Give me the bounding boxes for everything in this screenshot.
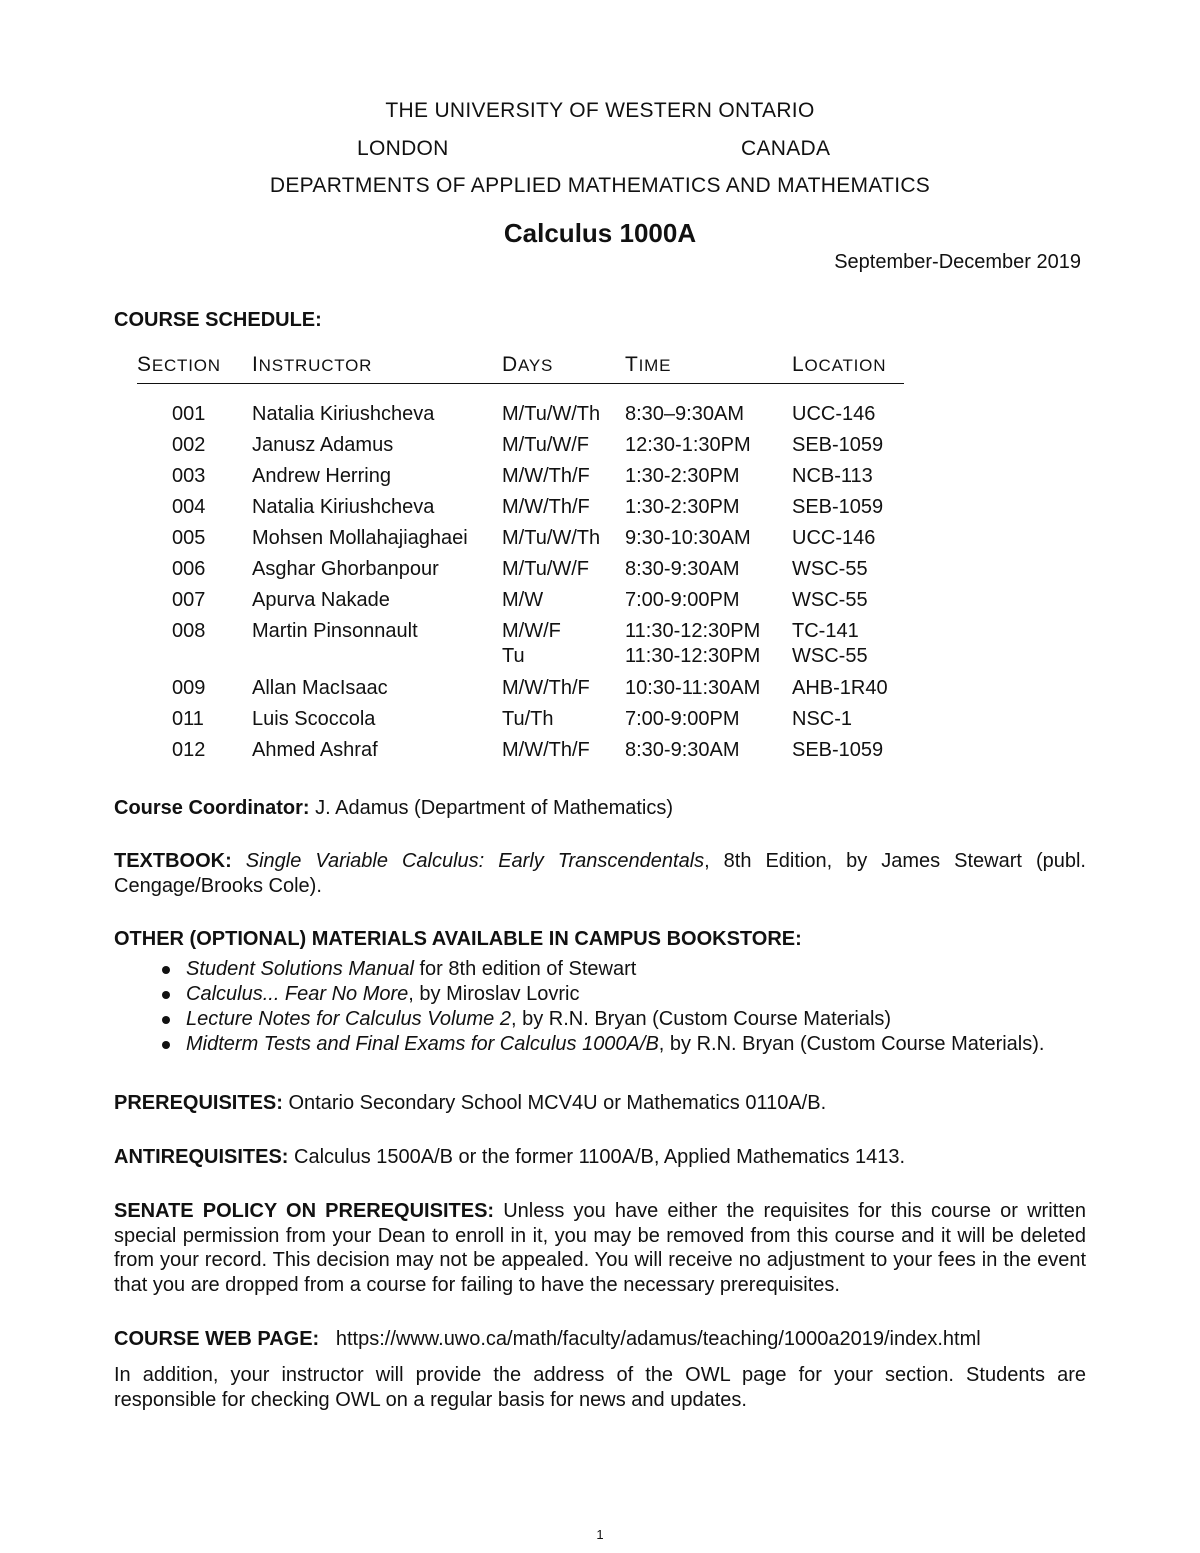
course-title: Calculus 1000A: [503, 218, 697, 248]
cell-location: TC-141 WSC-55: [792, 620, 868, 668]
table-row: [137, 497, 904, 528]
cell-days: M/Tu/W/F: [502, 434, 590, 457]
list-item: Student Solutions Manual for 8th edition of Stewart: [160, 957, 1044, 982]
cell-time: 7:00-9:00PM: [625, 589, 740, 612]
textbook-label: TEXTBOOK:: [114, 850, 232, 872]
bullet-icon: [162, 966, 170, 974]
cell-section: 011: [172, 708, 204, 731]
bullet-icon: [162, 1041, 170, 1049]
list-item: Lecture Notes for Calculus Volume 2, by R.N. Bryan (Custom Course Materials): [160, 1007, 1044, 1032]
cell-time: 1:30-2:30PM: [625, 496, 740, 519]
cell-time: 12:30-1:30PM: [625, 434, 751, 457]
web-page-label: COURSE WEB PAGE:: [114, 1328, 320, 1350]
col-header-location: LOCATION: [792, 352, 904, 384]
cell-instructor: Mohsen Mollahajiaghaei: [252, 527, 468, 550]
web-page-url[interactable]: https://www.uwo.ca/math/faculty/adamus/teaching/1000a2019/index.html: [335, 1328, 981, 1350]
table-row: [137, 528, 904, 559]
table-row: [137, 678, 904, 709]
prerequisites-label: PREREQUISITES:: [114, 1092, 283, 1114]
cell-location: SEB-1059: [792, 496, 884, 519]
col-header-section: SECTION: [137, 352, 252, 384]
bullet-icon: [162, 991, 170, 999]
table-row: [137, 740, 904, 771]
cell-location: WSC-55: [792, 558, 868, 581]
bullet-icon: [162, 1016, 170, 1024]
table-row: [137, 466, 904, 497]
cell-instructor: Natalia Kiriushcheva: [252, 403, 435, 426]
coordinator-paragraph: [114, 796, 1086, 821]
cell-section: 007: [172, 589, 206, 612]
cell-location: NCB-113: [792, 465, 873, 488]
textbook-rest: , 8th Edition, by James Stewart (publ. Cengage/Brooks Cole).: [114, 850, 1086, 897]
textbook-title: Single Variable Calculus: Early Transcendentals: [245, 850, 705, 872]
country-name: CANADA: [741, 137, 831, 160]
departments-name: DEPARTMENTS OF APPLIED MATHEMATICS AND MATHEMATICS: [269, 174, 931, 197]
cell-time: 1:30-2:30PM: [625, 465, 740, 488]
antirequisites-label: ANTIREQUISITES:: [114, 1146, 289, 1168]
cell-time: 8:30-9:30AM: [625, 739, 740, 762]
cell-section: 001: [172, 403, 206, 426]
table-row: [137, 709, 904, 740]
page-number: 1: [596, 1527, 604, 1542]
prerequisites-paragraph: PREREQUISITES: Ontario Secondary School MCV4U or Mathematics 0110A/B.: [114, 1092, 827, 1114]
cell-days: Tu/Th: [502, 708, 554, 731]
cell-location: UCC-146: [792, 403, 876, 426]
cell-instructor: Janusz Adamus: [252, 434, 394, 457]
cell-time: 11:30-12:30PM 11:30-12:30PM: [625, 620, 761, 668]
web-page-note: In addition, your instructor will provide the address of the OWL page for your section. Students are responsible for checking OWL on a regular basis for news and updates.: [114, 1364, 1086, 1411]
cell-location: SEB-1059: [792, 739, 884, 762]
antirequisites-paragraph: ANTIREQUISITES: Calculus 1500A/B or the former 1100A/B, Applied Mathematics 1413.: [114, 1146, 906, 1168]
cell-section: 009: [172, 677, 206, 700]
cell-time: 8:30–9:30AM: [625, 403, 744, 426]
coordinator-text: J. Adamus (Department of Mathematics): [309, 797, 674, 819]
cell-instructor: Allan MacIsaac: [252, 677, 388, 700]
cell-section: 002: [172, 434, 206, 457]
table-row: [137, 621, 904, 678]
optional-heading: OTHER (OPTIONAL) MATERIALS AVAILABLE IN CAMPUS BOOKSTORE:: [114, 928, 802, 950]
cell-location: UCC-146: [792, 527, 876, 550]
cell-location: WSC-55: [792, 589, 868, 612]
cell-days: M/W/Th/F: [502, 465, 590, 488]
term-label: September-December 2019: [834, 251, 1081, 273]
cell-section: 006: [172, 558, 206, 581]
optional-materials-list: [160, 957, 1044, 1057]
cell-section: 012: [172, 739, 206, 762]
cell-days: M/W: [502, 589, 544, 612]
cell-days: M/W/F Tu: [502, 620, 561, 668]
cell-instructor: Apurva Nakade: [252, 589, 390, 612]
cell-location: SEB-1059: [792, 434, 884, 457]
cell-location: NSC-1: [792, 708, 853, 731]
cell-instructor: Asghar Ghorbanpour: [252, 558, 439, 581]
cell-time: 9:30-10:30AM: [625, 527, 751, 550]
schedule-table: [137, 352, 904, 771]
cell-time: 10:30-11:30AM: [625, 677, 761, 700]
cell-time: 7:00-9:00PM: [625, 708, 740, 731]
col-header-time: TIME: [625, 352, 792, 384]
cell-days: M/W/Th/F: [502, 677, 590, 700]
cell-instructor: Luis Scoccola: [252, 708, 376, 731]
cell-location: AHB-1R40: [792, 677, 888, 700]
cell-section: 005: [172, 527, 206, 550]
cell-time: 8:30-9:30AM: [625, 558, 740, 581]
table-row: [137, 435, 904, 466]
table-row: [137, 559, 904, 590]
senate-policy-paragraph: SENATE POLICY ON PREREQUISITES: Unless you have either the requisites for this course or written special permission from your Dean to enroll in it, you may be removed from this course and it will be deleted from your record. This decision may not be appealed. You will receive no adjustment to your fees in the event that you are dropped from a course for failing to have the necessary prerequisites.: [114, 1200, 1086, 1296]
web-page-paragraph: [114, 1327, 1086, 1352]
cell-instructor: Ahmed Ashraf: [252, 739, 378, 762]
textbook-paragraph: [114, 849, 1086, 898]
cell-section: 003: [172, 465, 206, 488]
col-header-days: DAYS: [502, 352, 625, 384]
cell-instructor: Martin Pinsonnault: [252, 620, 418, 643]
cell-instructor: Andrew Herring: [252, 465, 391, 488]
list-item: Midterm Tests and Final Exams for Calculus 1000A/B, by R.N. Bryan (Custom Course Materials).: [160, 1032, 1044, 1057]
cell-section: 004: [172, 496, 206, 519]
cell-days: M/Tu/W/Th: [502, 403, 601, 426]
schedule-heading: COURSE SCHEDULE:: [114, 309, 322, 331]
cell-days: M/Tu/W/Th: [502, 527, 601, 550]
cell-days: M/Tu/W/F: [502, 558, 590, 581]
schedule-header-row: [137, 352, 904, 384]
university-name: THE UNIVERSITY OF WESTERN ONTARIO: [385, 99, 815, 122]
senate-policy-label: SENATE POLICY ON PREREQUISITES:: [114, 1200, 495, 1222]
table-row: [137, 590, 904, 621]
col-header-instructor: INSTRUCTOR: [252, 352, 502, 384]
cell-days: M/W/Th/F: [502, 496, 590, 519]
cell-instructor: Natalia Kiriushcheva: [252, 496, 435, 519]
city-name: LONDON: [357, 137, 449, 160]
cell-days: M/W/Th/F: [502, 739, 590, 762]
list-item: Calculus... Fear No More, by Miroslav Lovric: [160, 982, 1044, 1007]
table-row: [137, 404, 904, 435]
cell-section: 008: [172, 620, 206, 643]
coordinator-label: Course Coordinator:: [114, 797, 310, 819]
